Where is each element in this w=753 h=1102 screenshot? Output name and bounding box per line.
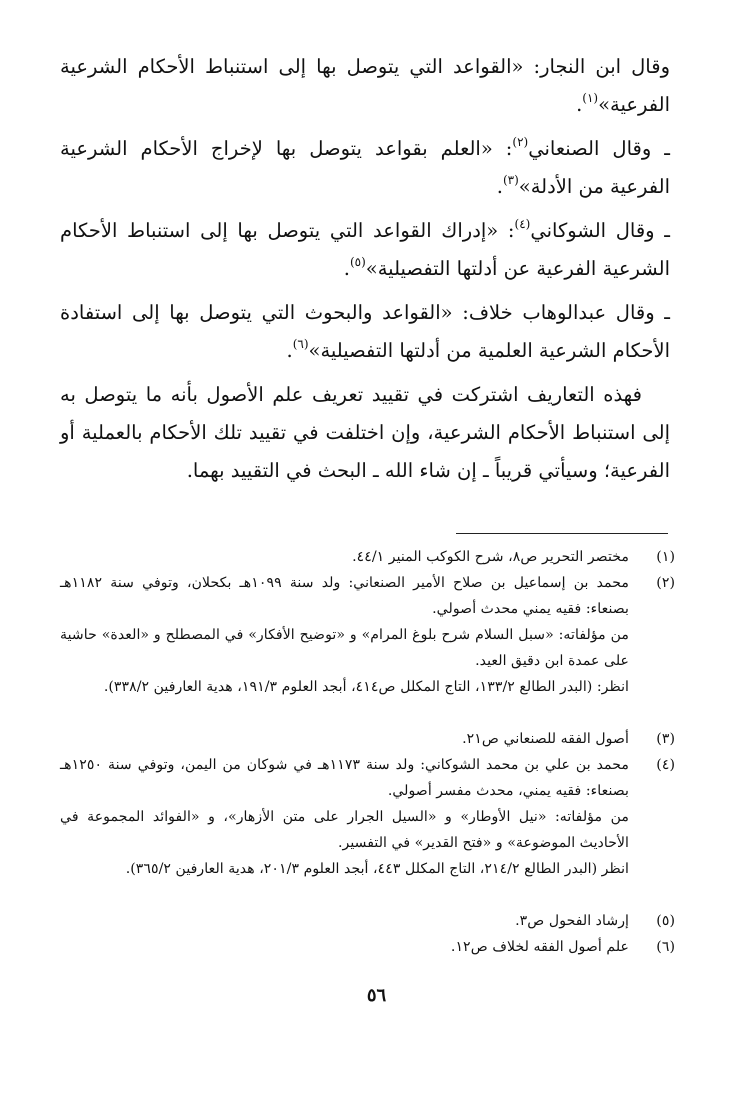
footnote-4: (٤) محمد بن علي بن محمد الشوكاني: ولد سنة ١١٧٣هـ في شوكان من اليمن، وتوفي سنة ١٢٥٠هـ بصنعاء: فقيه يمني، محدث مفسر أصولي. من مؤلفاته: «نيل الأوطار» و «السيل الجرار على متن الأزهار»، و «الفوائد المجموعة في الأحاديث الموضوعة» و «فتح القدير» في التفسير. انظر (البدر الطالع ٢١٤/٢، التاج المكلل ٤٤٣، أبجد العلوم ٢٠١/٣، هدية العارفين ٣٦٥/٢).: [60, 752, 675, 882]
footnote-ref-2[interactable]: (٢): [512, 135, 529, 149]
footnote-6: (٦) علم أصول الفقه لخلاف ص١٢.: [60, 934, 675, 960]
footnote-ref-4[interactable]: (٤): [514, 217, 531, 231]
footnote-ref-1[interactable]: (١): [582, 91, 599, 105]
footnote-ref-6[interactable]: (٦): [292, 337, 309, 351]
footnote-number: (٦): [656, 939, 675, 955]
footnote-number: (٣): [656, 731, 675, 747]
footnote-number: (١): [656, 549, 675, 565]
paragraph-sanani: ـ وقال الصنعاني$^{(٢)}$: «العلم بقواعد يتوصل بها لإخراج الأحكام الشرعية الفرعية من الأدلة»$^{(٣)}$.: [60, 135, 671, 198]
footnote-ref-5[interactable]: (٥): [349, 255, 366, 269]
footnote-number: (٤): [656, 757, 675, 773]
page-number: ٥٦: [366, 985, 387, 1006]
footnote-2: (٢) محمد بن إسماعيل بن صلاح الأمير الصنعاني: ولد سنة ١٠٩٩هـ بكحلان، وتوفي سنة ١١٨٢هـ بصنعاء: فقيه يمني محدث أصولي. من مؤلفاته: «سبل السلام شرح بلوغ المرام» و «توضيح الأفكار» في المصطلح و «العدة» حاشية على عمدة ابن دقيق العيد. انظر: (البدر الطالع ١٣٣/٢، التاج المكلل ص٤١٤، أبجد العلوم ١٩١/٣، هدية العارفين ٣٣٨/٢).: [60, 570, 675, 700]
paragraph-ibn-najjar: وقال ابن النجار: «القواعد التي يتوصل بها إلى استنباط الأحكام الشرعية الفرعية»$^{(١)}$.: [60, 55, 670, 116]
footnote-5: (٥) إرشاد الفحول ص٣.: [60, 908, 675, 934]
paragraph-text: وقال ابن النجار: «القواعد التي يتوصل بها إلى استنباط الأحكام الشرعية الفرعية»: [60, 55, 670, 116]
footnote-3: (٣) أصول الفقه للصنعاني ص٢١.: [60, 726, 675, 752]
paragraph-khallaf: ـ وقال عبدالوهاب خلاف: «القواعد والبحوث التي يتوصل بها إلى استفادة الأحكام الشرعية العلمية من أدلتها التفصيلية»$^{(٦)}$.: [60, 301, 670, 362]
footnote-number: (٢): [656, 575, 675, 591]
footnote-1: (١) مختصر التحرير ص٨، شرح الكوكب المنير ٤٤/١.: [60, 544, 675, 570]
footnote-ref-3[interactable]: (٣): [502, 173, 519, 187]
paragraph-conclusion: فهذه التعاريف اشتركت في تقييد تعريف علم الأصول بأنه ما يتوصل به إلى استنباط الأحكام الشرعية، وإن اختلفت في تقييد تلك الأحكام بالعملية أو الفرعية؛ وسيأتي قريباً ـ إن شاء الله ـ البحث في التقييد بهما.: [60, 383, 670, 482]
footnote-number: (٥): [656, 913, 675, 929]
paragraph-shawkani: ـ وقال الشوكاني$^{(٤)}$: «إدراك القواعد التي يتوصل بها إلى استنباط الأحكام الشرعية الفرعية عن أدلتها التفصيلية»$^{(٥)}$.: [60, 217, 670, 280]
footnote-separator: [456, 533, 668, 534]
